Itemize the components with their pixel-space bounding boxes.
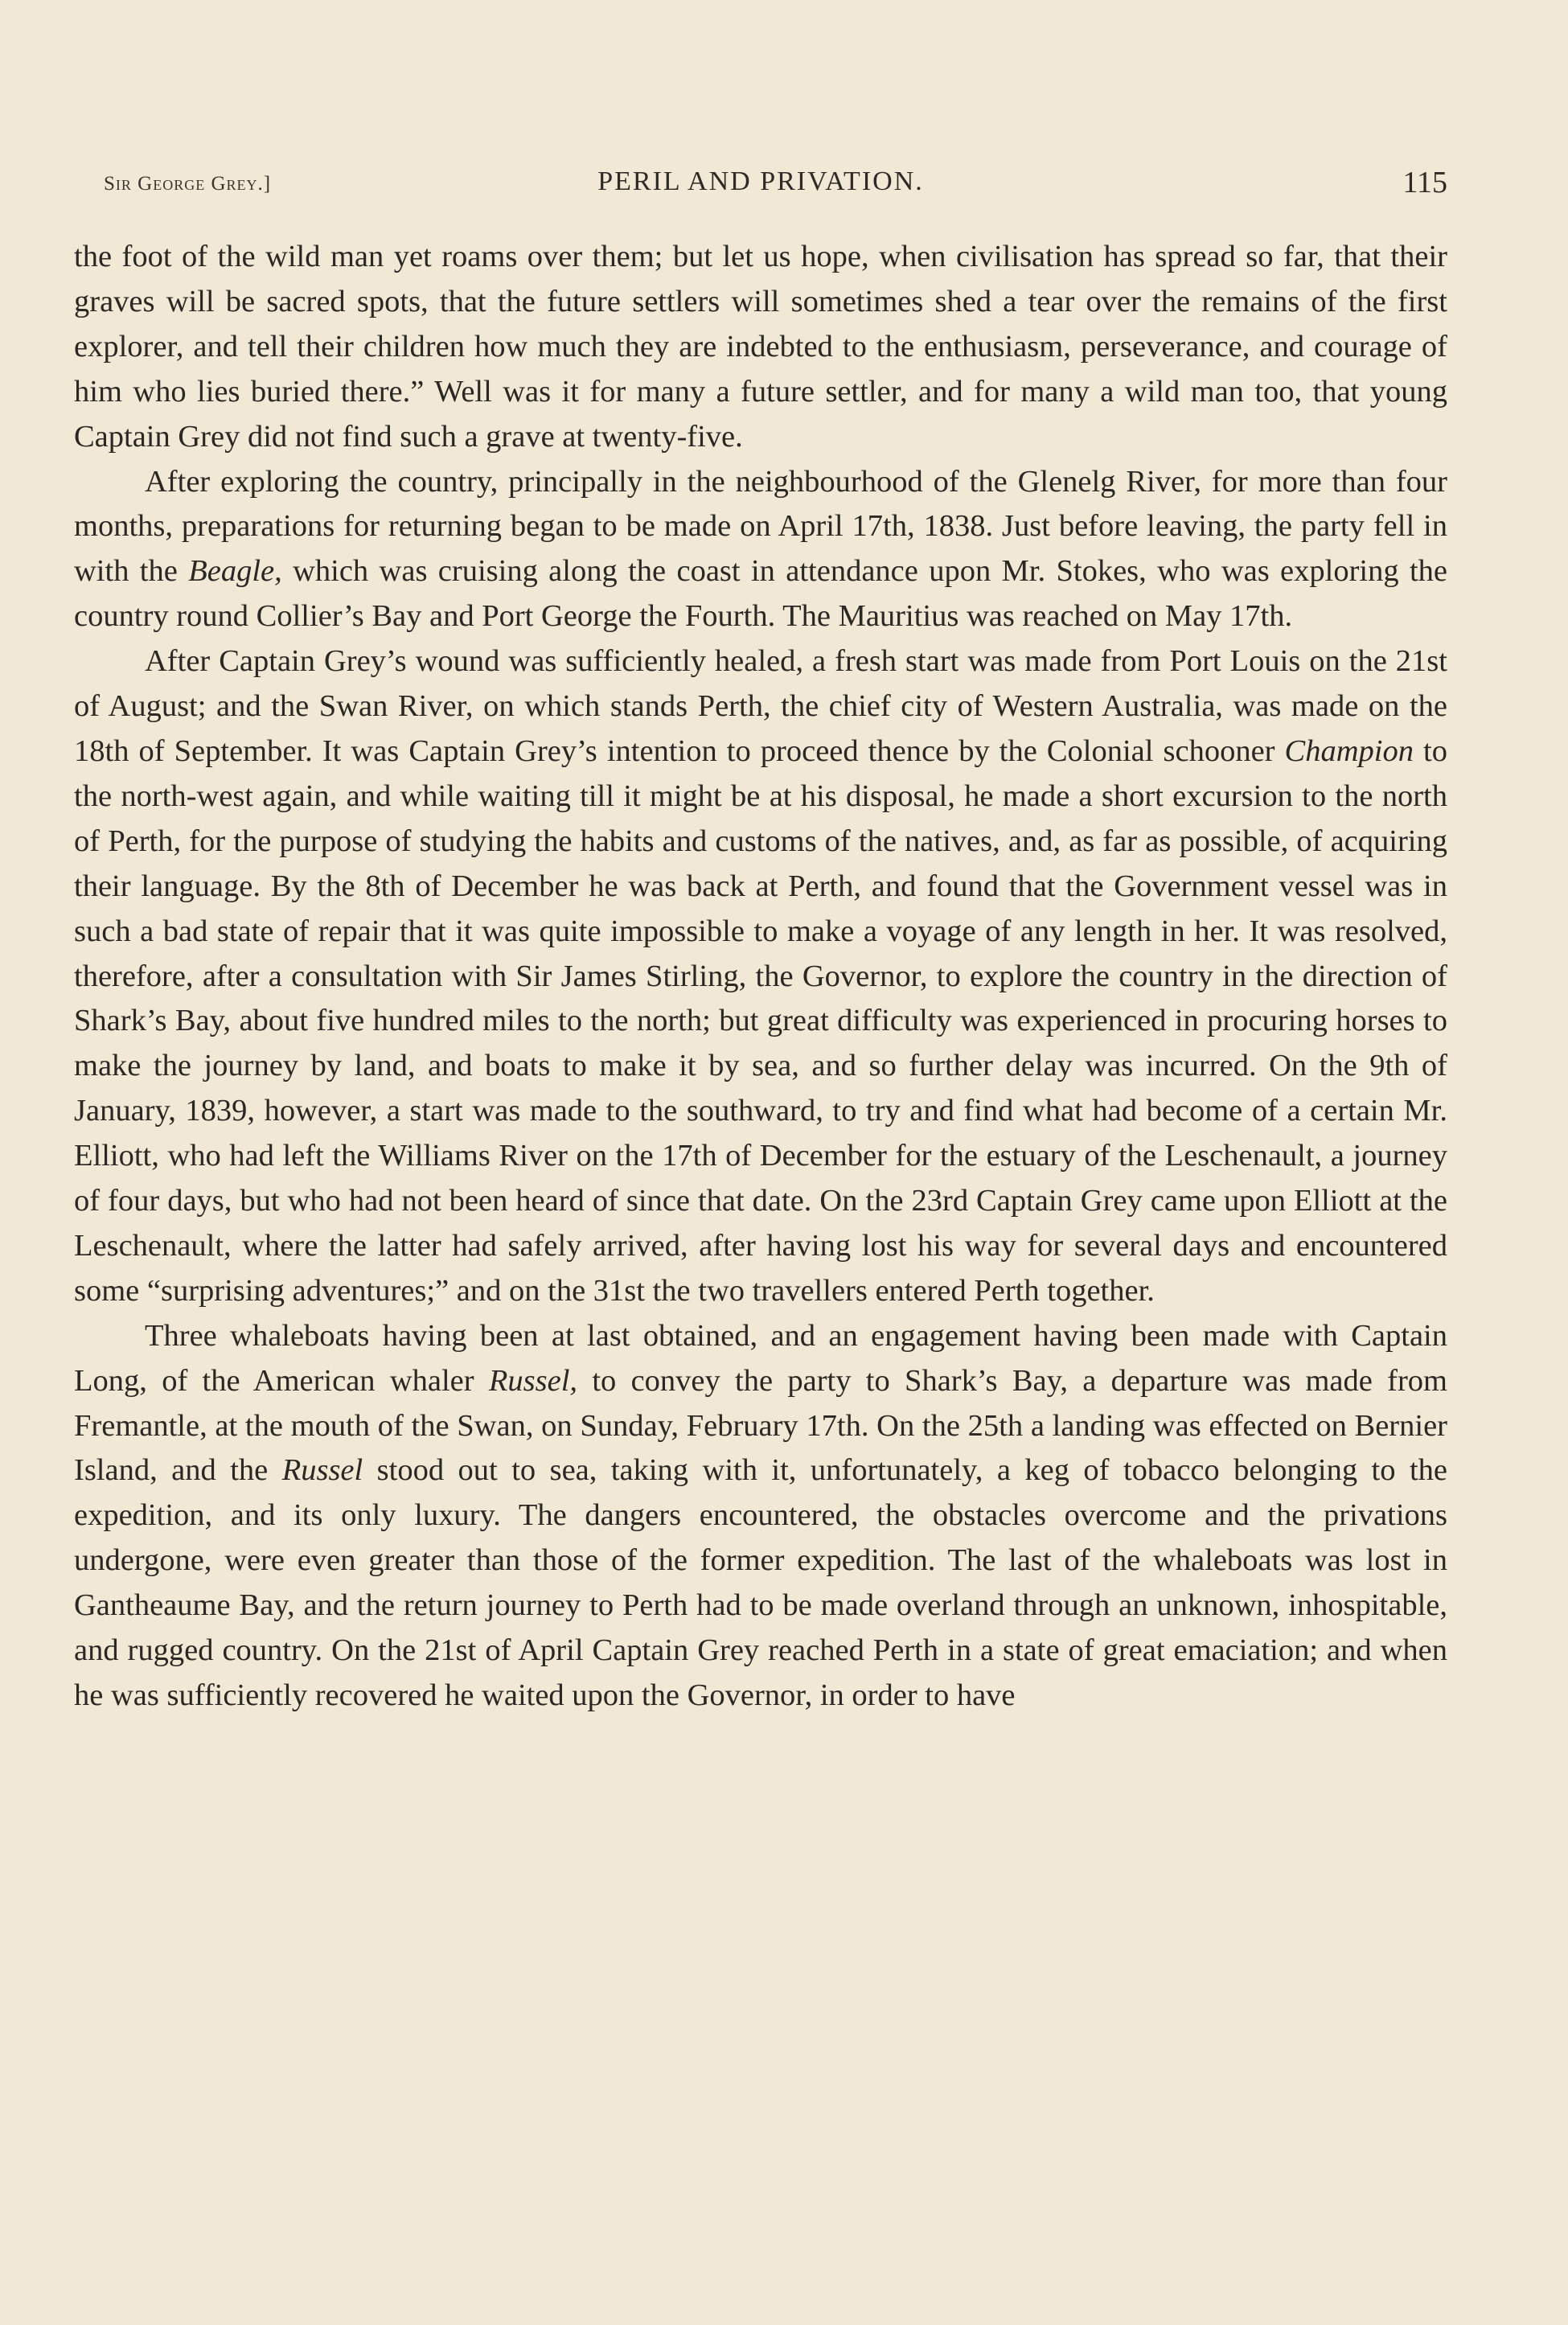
text-span: Three whaleboats having been at last obtained, and an engagement having been made with Captain Long, of the American whaler <box>74 1318 1447 1398</box>
running-head-left: Sir George Grey.] <box>104 173 272 195</box>
text-span: the foot of the wild man yet roams over them; but let us hope, when civilisation has spread so far, that their graves will be sacred spots, that the future settlers will sometimes shed a tear over the remains of the first explorer, and tell their children how much they are indebted to the enthusiasm, perseverance, and courage of him who lies buried there.” Well was it for many a future settler, and for many a wild man too, that young Captain Grey did not find such a grave at twenty-five. <box>74 240 1447 454</box>
running-head-title: PERIL AND PRIVATION. <box>597 166 924 196</box>
text-span: to convey the party to Shark’s Bay, a departure was made from Fremantle, at the mouth of the Swan, on Sunday, February 17th. On the 25th a landing was effected on Bernier Island, and the <box>74 1363 1447 1488</box>
paragraph <box>74 235 1447 460</box>
paragraph <box>74 460 1447 640</box>
text-span: After exploring the country, principally in the neighbourhood of the Glenelg River, for more than four months, preparations for returning began to be made on April 17th, 1838. Just before leaving, the party fell in with the <box>74 464 1447 589</box>
page-number: 115 <box>1402 166 1447 199</box>
running-head <box>74 165 1447 213</box>
text-span: stood out to sea, taking with it, unfortunately, a keg of tobacco belonging to the expedition, and its only luxury. The dangers encountered, the obstacles overcome and the privations undergone, were even greater than those of the former expedition. The last of the whaleboats was lost in Gantheaume Bay, and the return journey to Perth had to be made overland through an unknown, inhospitable, and rugged country. On the 21st of April Captain Grey reached Perth in a state of great emaciation; and when he was sufficiently recovered he waited upon the Governor, in order to have <box>74 1453 1447 1712</box>
text-span: After Captain Grey’s wound was sufficiently healed, a fresh start was made from Port Louis on the 21st of August; and the Swan River, on which stands Perth, the chief city of Western Australia, was made on the 18th of September. It was Captain Grey’s intention to proceed thence by the Colonial schooner <box>74 644 1447 768</box>
text-span: which was cruising along the coast in attendance upon Mr. Stokes, who was exploring the country round Collier’s Bay and Port George the Fourth. The Mauritius was reached on May 17th. <box>74 554 1448 634</box>
text-span: to the north-west again, and while waiting till it might be at his disposal, he made a short excursion to the north of Perth, for the purpose of studying the habits and customs of the natives, and, as far as possible, of acquiring their language. By the 8th of December he was back at Perth, and found that the Government vessel was in such a bad state of repair that it was quite impossible to make a voyage of any length in her. It was resolved, therefore, after a consultation with Sir James Stirling, the Governor, to explore the country in the direction of Shark’s Bay, about five hundred miles to the north; but great difficulty was experienced in procuring horses to make the journey by land, and boats to make it by sea, and so further delay was incurred. On the 9th of January, 1839, however, a start was made to the southward, to try and find what had become of a certain Mr. Elliott, who had left the Williams River on the 17th of December for the estuary of the Leschenault, a journey of four days, but who had not been heard of since that date. On the 23rd Captain Grey came upon Elliott at the Leschenault, where the latter had safely arrived, after having lost his way for several days and encountered some “surprising adventures;” and on the 31st the two travellers entered Perth together. <box>74 733 1447 1308</box>
ship-name-italic: Russel <box>281 1453 363 1488</box>
text-body <box>74 235 1447 1719</box>
paragraph <box>74 639 1447 1314</box>
ship-name-italic: Beagle, <box>188 554 282 589</box>
ship-name-italic: Champion <box>1284 733 1414 768</box>
ship-name-italic: Russel, <box>488 1363 578 1398</box>
paragraph <box>74 1314 1447 1719</box>
